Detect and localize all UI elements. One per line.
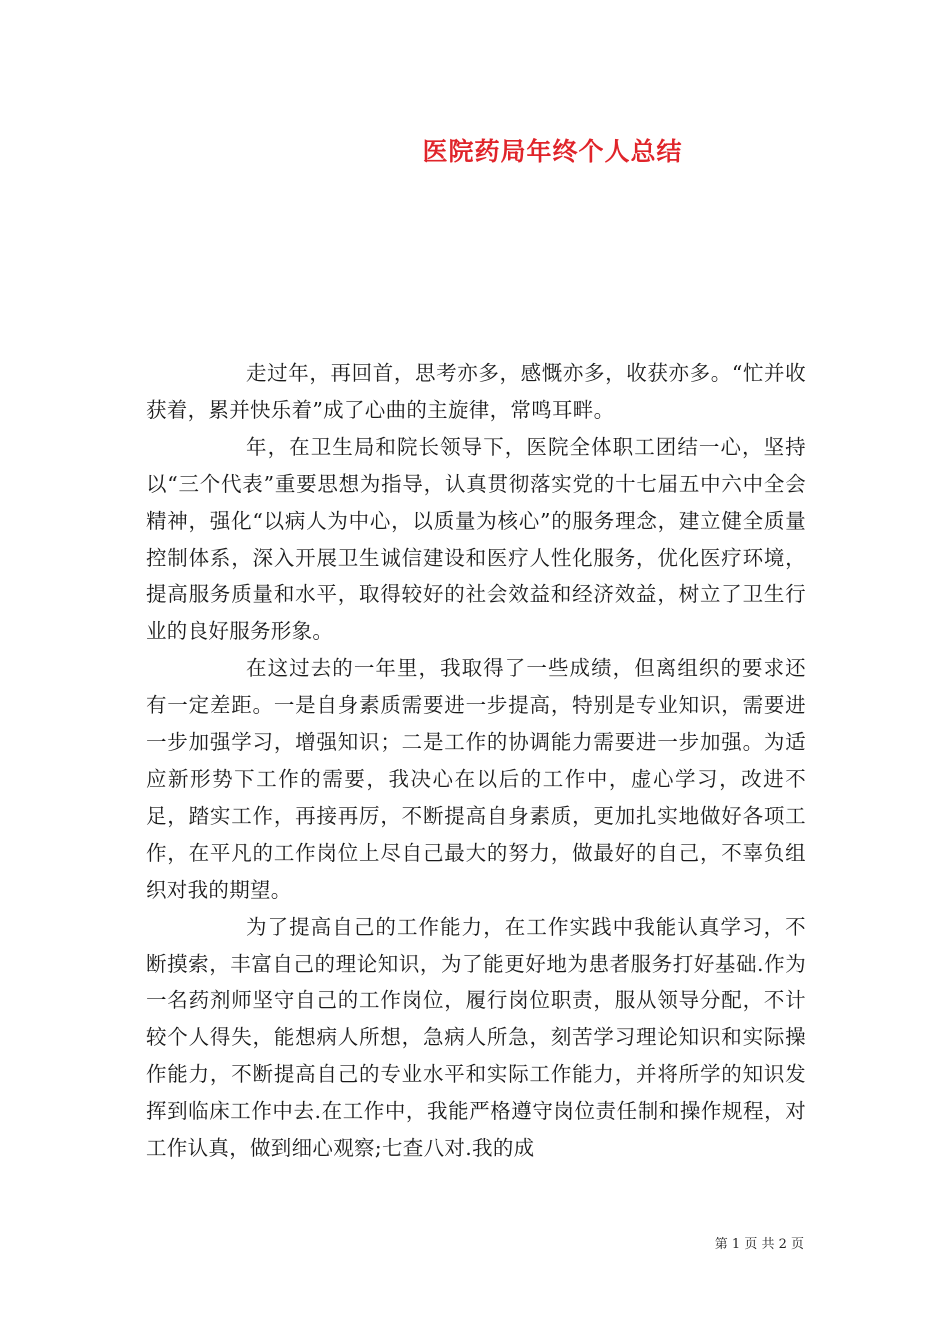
paragraph: 在这过去的一年里，我取得了一些成绩，但离组织的要求还有一定差距。一是自身素质需要进一步提高，特别是专业知识，需要进一步加强学习，增强知识；二是工作的协调能力需要进一步加强。为适应新形势下工作的需要，我决心在以后的工作中，虚心学习，改进不足，踏实工作，再接再厉，不断提高自身素质，更加扎实地做好各项工作，在平凡的工作岗位上尽自己最大的努力，做最好的自己，不辜负组织对我的期望。: [146, 656, 806, 902]
page-title: 医院药局年终个人总结: [422, 137, 683, 166]
paragraph: 为了提高自己的工作能力，在工作实践中我能认真学习，不断摸索，丰富自己的理论知识，为了能更好地为患者服务打好基础.作为一名药剂师坚守自己的工作岗位，履行岗位职责，服从领导分配，不计较个人得失，能想病人所想，急病人所急，刻苦学习理论知识和实际操作能力，不断提高自己的专业水平和实际工作能力，并将所学的知识发挥到临床工作中去.在工作中，我能严格遵守岗位责任制和操作规程，对工作认真，做到细心观察;七查八对.我的成: [146, 914, 806, 1161]
paragraph: 走过年，再回首，思考亦多，感慨亦多，收获亦多。“忙并收获着，累并快乐着”成了心曲的主旋律，常鸣耳畔。: [146, 361, 806, 422]
document-body: [146, 355, 806, 1167]
paragraph: 年，在卫生局和院长领导下，医院全体职工团结一心，坚持以“三个代表”重要思想为指导，认真贯彻落实党的十七届五中六中全会精神，强化“以病人为中心，以质量为核心”的服务理念，建立健全质量控制体系，深入开展卫生诚信建设和医疗人性化服务，优化医疗环境，提高服务质量和水平，取得较好的社会效益和经济效益，树立了卫生行业的良好服务形象。: [146, 434, 806, 644]
page-number: 第 1 页 共 2 页: [714, 1237, 804, 1252]
